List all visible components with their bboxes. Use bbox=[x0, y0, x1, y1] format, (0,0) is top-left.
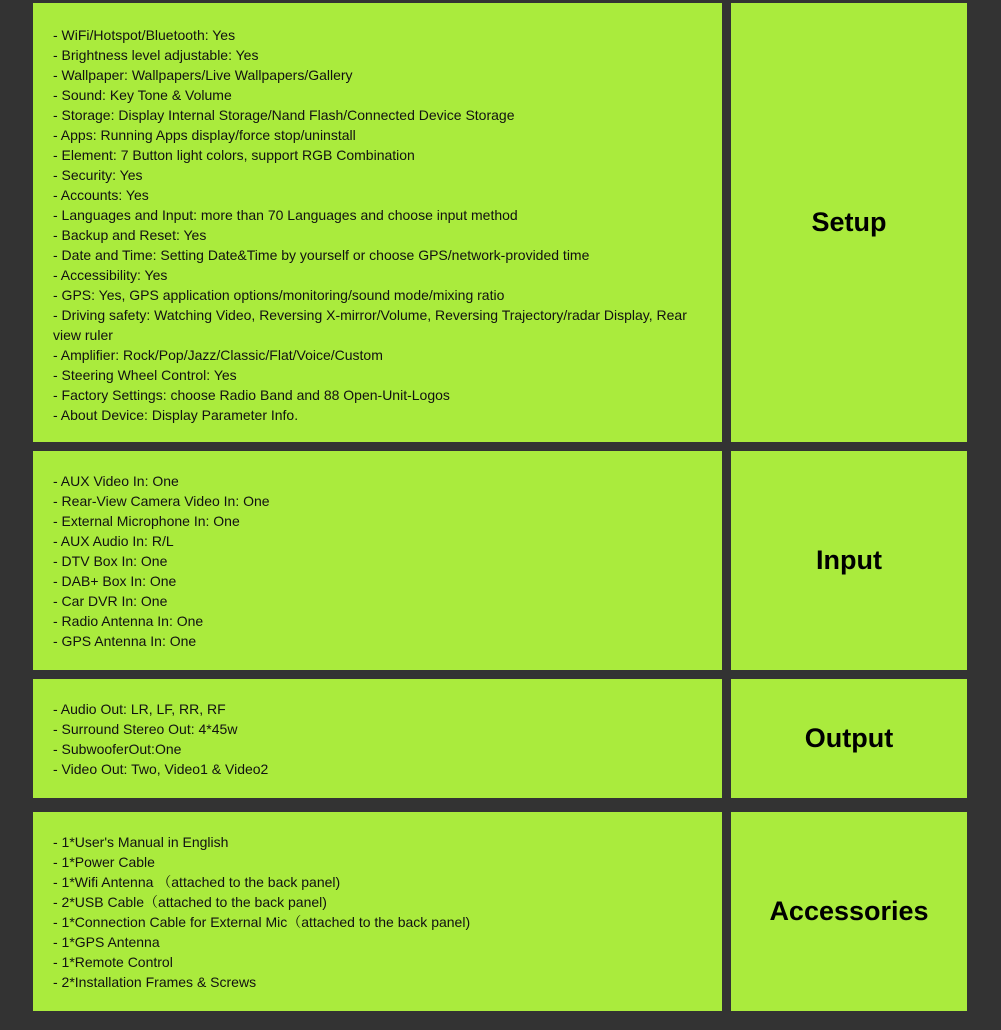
list-item: - External Microphone In: One bbox=[53, 513, 240, 529]
input-features-list bbox=[53, 471, 702, 651]
output-title-cell bbox=[731, 679, 967, 798]
input-features-cell bbox=[33, 451, 722, 670]
accessories-list bbox=[53, 832, 702, 992]
list-item: - 1*Wifi Antenna （attached to the back panel) bbox=[53, 874, 341, 890]
list-item: - 1*Connection Cable for External Mic（attached to the back panel) bbox=[53, 914, 471, 930]
list-item: - Car DVR In: One bbox=[53, 593, 168, 609]
accessories-title: Accessories bbox=[769, 896, 929, 926]
list-item: - About Device: Display Parameter Info. bbox=[53, 407, 299, 423]
setup-title-cell bbox=[731, 3, 967, 442]
list-item: - Radio Antenna In: One bbox=[53, 613, 204, 629]
list-item: - 1*User's Manual in English bbox=[53, 834, 229, 850]
list-item: - Date and Time: Setting Date&Time by yourself or choose GPS/network-provided time bbox=[53, 247, 590, 263]
list-item: - Apps: Running Apps display/force stop/uninstall bbox=[53, 127, 356, 143]
list-item: - DAB+ Box In: One bbox=[53, 573, 177, 589]
list-item: - 1*Power Cable bbox=[53, 854, 155, 870]
list-item: - Rear-View Camera Video In: One bbox=[53, 493, 270, 509]
list-item: - Storage: Display Internal Storage/Nand Flash/Connected Device Storage bbox=[53, 107, 515, 123]
input-title: Input bbox=[816, 545, 882, 575]
list-item: - Steering Wheel Control: Yes bbox=[53, 367, 237, 383]
list-item: - Element: 7 Button light colors, support RGB Combination bbox=[53, 147, 415, 163]
list-item: - Video Out: Two, Video1 & Video2 bbox=[53, 761, 269, 777]
list-item: - AUX Audio In: R/L bbox=[53, 533, 174, 549]
list-item: - GPS Antenna In: One bbox=[53, 633, 197, 649]
list-item: - 1*GPS Antenna bbox=[53, 934, 160, 950]
list-item: - Security: Yes bbox=[53, 167, 143, 183]
list-item: - Wallpaper: Wallpapers/Live Wallpapers/Gallery bbox=[53, 67, 353, 83]
list-item: - SubwooferOut:One bbox=[53, 741, 182, 757]
output-features-cell bbox=[33, 679, 722, 798]
list-item: - Brightness level adjustable: Yes bbox=[53, 47, 259, 63]
list-item: - WiFi/Hotspot/Bluetooth: Yes bbox=[53, 27, 236, 43]
list-item: - Accessibility: Yes bbox=[53, 267, 168, 283]
list-item: - 2*USB Cable（attached to the back panel) bbox=[53, 894, 327, 910]
input-title-cell bbox=[731, 451, 967, 670]
list-item: - Languages and Input: more than 70 Languages and choose input method bbox=[53, 207, 518, 223]
setup-title: Setup bbox=[811, 207, 887, 237]
list-item: - AUX Video In: One bbox=[53, 473, 179, 489]
output-features-list bbox=[53, 699, 702, 779]
list-item: - 1*Remote Control bbox=[53, 954, 173, 970]
accessories-list-cell bbox=[33, 812, 722, 1011]
list-item: - GPS: Yes, GPS application options/monitoring/sound mode/mixing ratio bbox=[53, 287, 505, 303]
list-item: - Surround Stereo Out: 4*45w bbox=[53, 721, 238, 737]
setup-features-list bbox=[53, 25, 702, 425]
list-item: - Amplifier: Rock/Pop/Jazz/Classic/Flat/Voice/Custom bbox=[53, 347, 383, 363]
list-item: - Accounts: Yes bbox=[53, 187, 149, 203]
accessories-title-cell bbox=[731, 812, 967, 1011]
list-item: - 2*Installation Frames & Screws bbox=[53, 974, 257, 990]
list-item: - Driving safety: Watching Video, Reversing X-mirror/Volume, Reversing Trajectory/radar Display, Rear view ruler bbox=[53, 307, 687, 343]
list-item: - Backup and Reset: Yes bbox=[53, 227, 207, 243]
setup-features-cell bbox=[33, 3, 722, 442]
list-item: - Audio Out: LR, LF, RR, RF bbox=[53, 701, 226, 717]
list-item: - DTV Box In: One bbox=[53, 553, 168, 569]
output-title: Output bbox=[804, 723, 894, 753]
list-item: - Sound: Key Tone & Volume bbox=[53, 87, 232, 103]
list-item: - Factory Settings: choose Radio Band and 88 Open-Unit-Logos bbox=[53, 387, 450, 403]
